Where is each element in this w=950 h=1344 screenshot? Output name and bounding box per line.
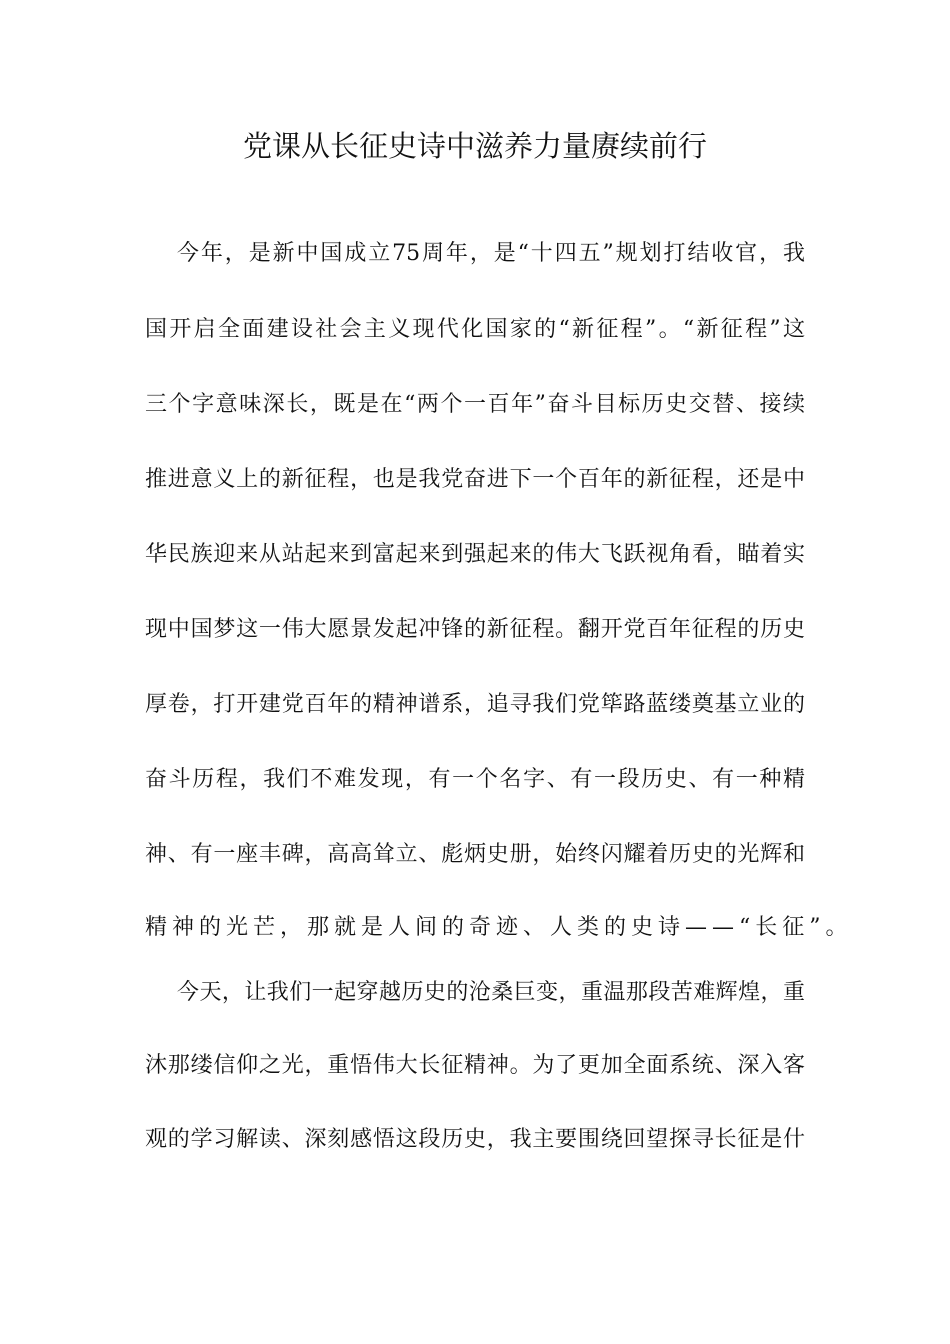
text-line: 推进意义上的新征程，也是我党奋进下一个百年的新征程，还是中 [145, 467, 805, 492]
text-line: 华民族迎来从站起来到富起来到强起来的伟大飞跃视角看，瞄着实 [145, 542, 805, 567]
text-line: 三个字意味深长，既是在“两个一百年”奋斗目标历史交替、接续 [145, 392, 805, 417]
text-line: 观的学习解读、深刻感悟这段历史，我主要围绕回望探寻长征是什 [145, 1127, 805, 1152]
text-line: 今年，是新中国成立75周年，是“十四五”规划打结收官，我 [177, 241, 805, 266]
text-line: 沐那缕信仰之光，重悟伟大长征精神。为了更加全面系统、深入客 [145, 1053, 805, 1078]
text-line: 神、有一座丰碑，高高耸立、彪炳史册，始终闪耀着历史的光辉和 [145, 842, 805, 867]
text-line: 厚卷，打开建党百年的精神谱系，追寻我们党筚路蓝缕奠基立业的 [145, 692, 805, 717]
text-line: 奋斗历程，我们不难发现，有一个名字、有一段历史、有一种精 [145, 767, 805, 792]
text-line: 今天，让我们一起穿越历史的沧桑巨变，重温那段苦难辉煌，重 [177, 980, 805, 1005]
text-line: 现中国梦这一伟大愿景发起冲锋的新征程。翻开党百年征程的历史 [145, 617, 805, 642]
text-line: 国开启全面建设社会主义现代化国家的“新征程”。“新征程”这 [145, 317, 805, 342]
text-line: 精神的光芒，那就是人间的奇迹、人类的史诗——“长征”。 [145, 915, 853, 940]
document-title: 党课从长征史诗中滋养力量赓续前行 [242, 129, 707, 163]
